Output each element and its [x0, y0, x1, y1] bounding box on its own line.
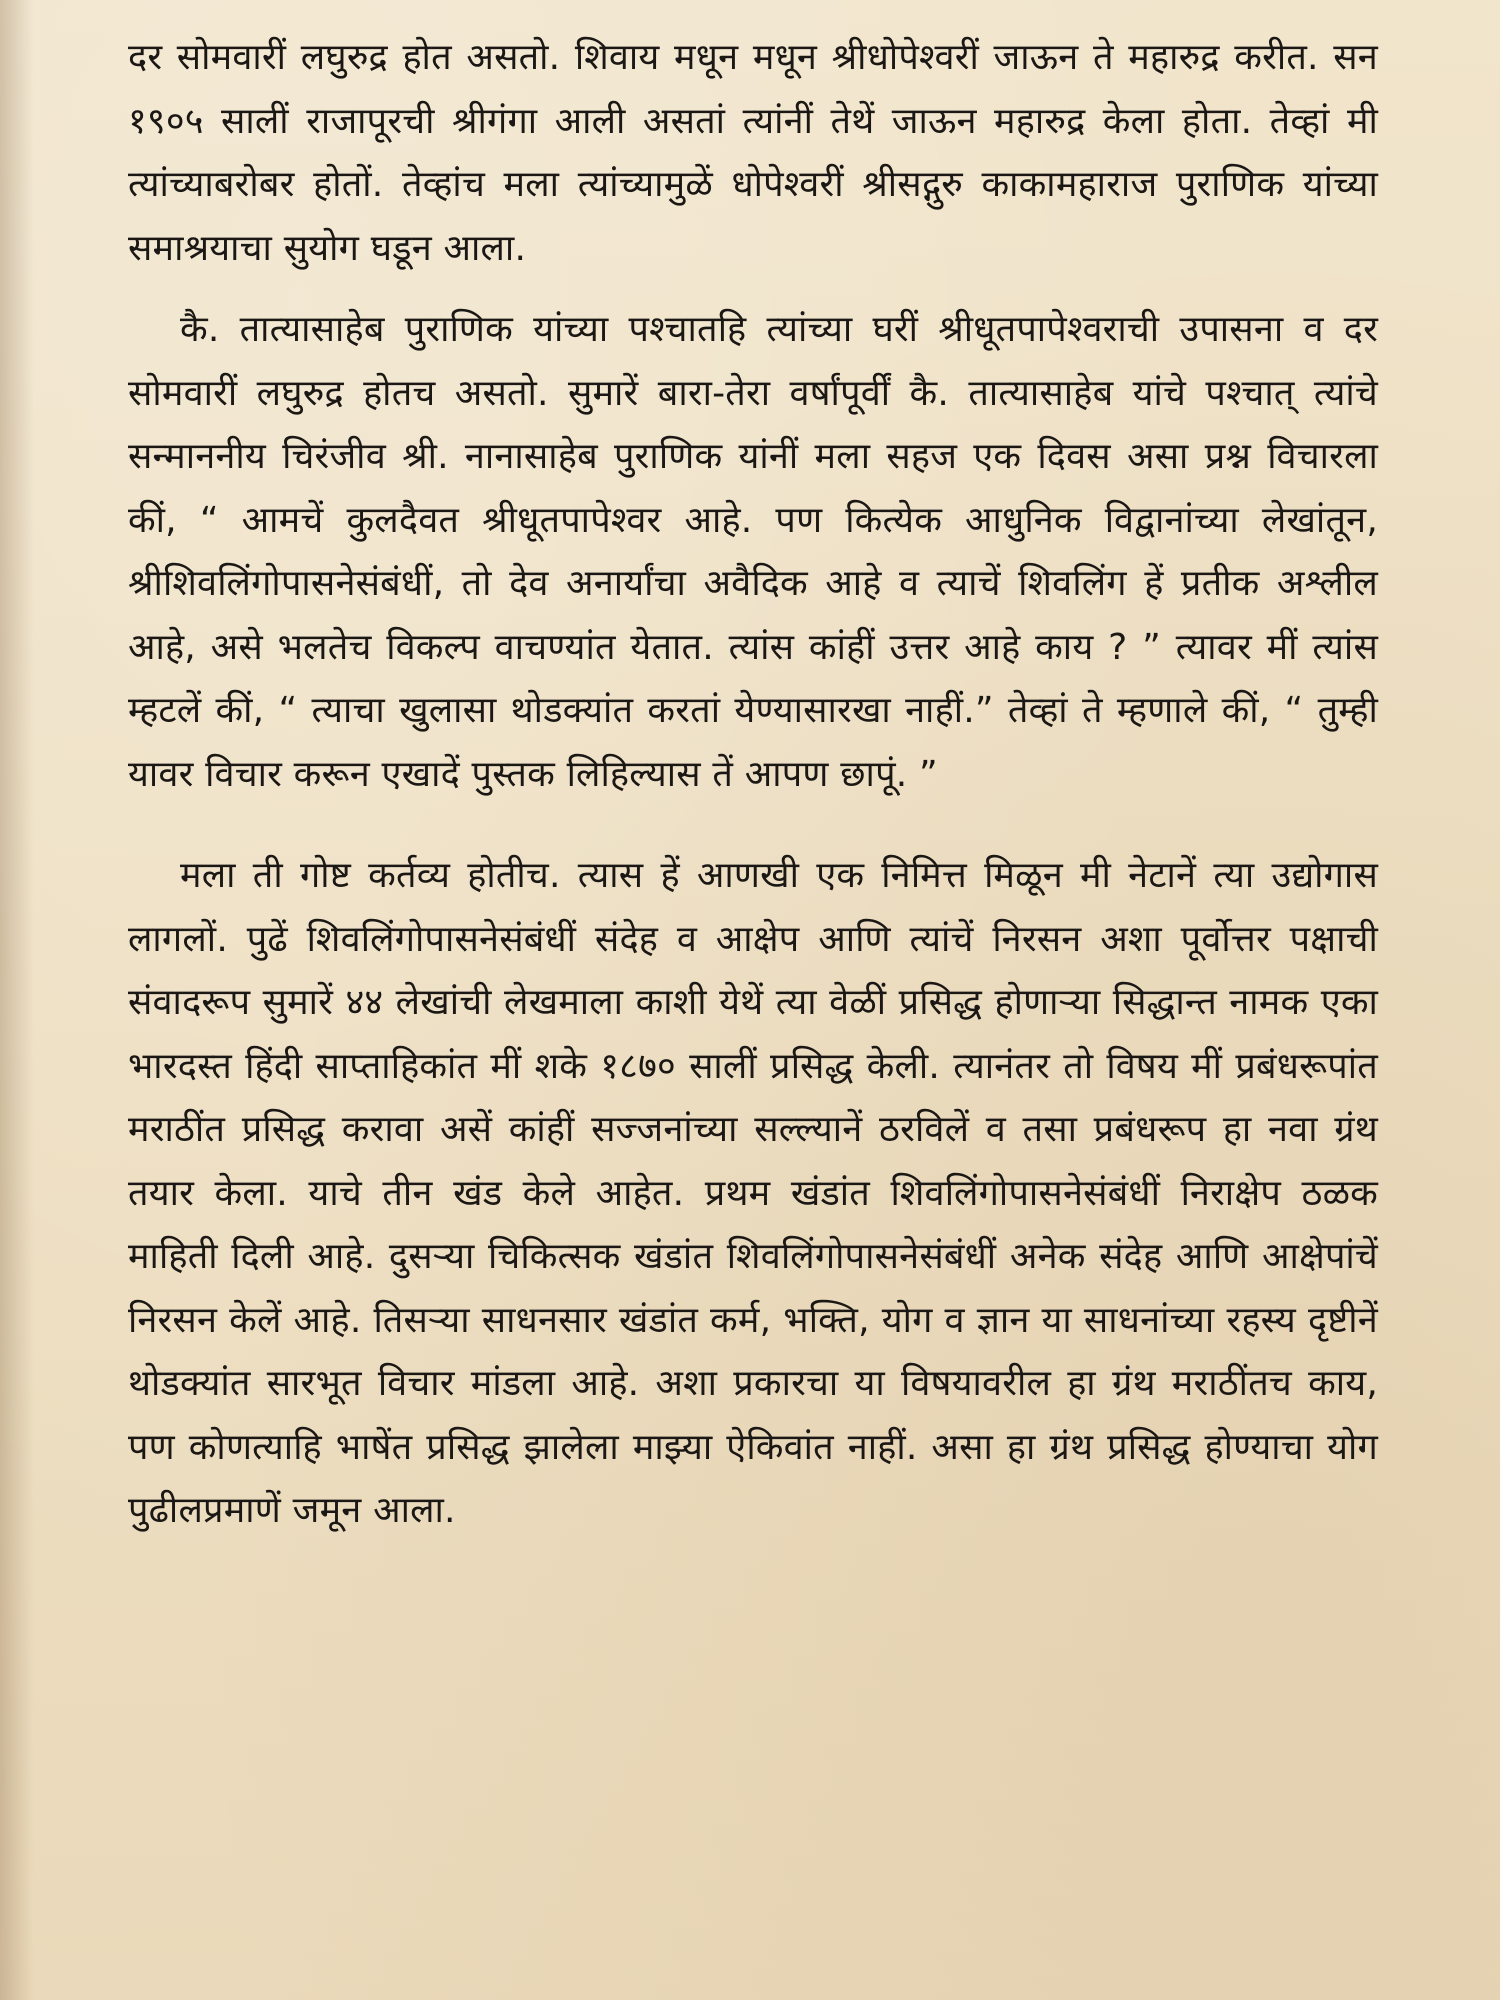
paragraph-gap — [128, 280, 1378, 298]
paragraph-2: कै. तात्यासाहेब पुराणिक यांच्या पश्चातहि त्यांच्या घरीं श्रीधूतपापेश्वराची उपासना व दर सोमवारीं लघुरुद्र होतच असतो. सुमारें बारा-तेरा वर्षांपूर्वीं कै. तात्यासाहेब यांचे पश्चात् त्यांचे सन्माननीय चिरंजीव श्री. नानासाहेब पुराणिक यांनीं मला सहज एक दिवस असा प्रश्न विचारला कीं, “ आमचें कुलदैवत श्रीधूतपापेश्वर आहे. पण कित्येक आधुनिक विद्वानांच्या लेखांतून, श्रीशिवलिंगोपासनेसंबंधीं, तो देव अनार्यांचा अवैदिक आहे व त्याचें शिवलिंग हें प्रतीक अश्लील आहे, असे भलतेच विकल्प वाचण्यांत येतात. त्यांस कांहीं उत्तर आहे काय ? ” त्यावर मीं त्यांस म्हटलें कीं, “ त्याचा खुलासा थोडक्यांत करतां येण्यासारखा नाहीं.” तेव्हां ते म्हणाले कीं, “ तुम्ही यावर विचार करून एखादें पुस्तक लिहिल्यास तें आपण छापूं. ” — [128, 309, 1378, 795]
paragraph-3: मला ती गोष्ट कर्तव्य होतीच. त्यास हें आणखी एक निमित्त मिळून मी नेटानें त्या उद्योगास लागलों. पुढें शिवलिंगोपासनेसंबंधीं संदेह व आक्षेप आणि त्यांचें निरसन अशा पूर्वोत्तर पक्षाची संवादरूप सुमारें ४४ लेखांची लेखमाला काशी येथें त्या वेळीं प्रसिद्ध होणाऱ्या सिद्धान्त नामक एका भारदस्त हिंदी साप्ताहिकांत मीं शके १८७० सालीं प्रसिद्ध केली. त्यानंतर तो विषय मीं प्रबंधरूपांत मराठींत प्रसिद्ध करावा असें कांहीं सज्जनांच्या सल्ल्यानें ठरविलें व तसा प्रबंधरूप हा नवा ग्रंथ तयार केला. याचे तीन खंड केले आहेत. प्रथम खंडांत शिवलिंगोपासनेसंबंधीं निराक्षेप ठळक माहिती दिली आहे. दुसऱ्या चिकित्सक खंडांत शिवलिंगोपासनेसंबंधीं अनेक संदेह आणि आक्षेपांचें निरसन केलें आहे. तिसऱ्या साधनसार खंडांत कर्म, भक्ति, योग व ज्ञान या साधनांच्या रहस्य दृष्टीनें थोडक्यांत सारभूत विचार मांडला आहे. अशा प्रकारचा या विषयावरील हा ग्रंथ मराठींतच काय, पण कोणत्याहि भाषेंत प्रसिद्ध झालेला माझ्या ऐकिवांत नाहीं. असा हा ग्रंथ प्रसिद्ध होण्याचा योग पुढीलप्रमाणें जमून आला. — [128, 855, 1378, 1531]
paragraph-1: दर सोमवारीं लघुरुद्र होत असतो. शिवाय मधून मधून श्रीधोपेश्वरीं जाऊन ते महारुद्र करीत. सन १९०५ सालीं राजापूरची श्रीगंगा आली असतां त्यांनीं तेथें जाऊन महारुद्र केला होता. तेव्हां मी त्यांच्याबरोबर होतों. तेव्हांच मला त्यांच्यामुळें धोपेश्वरीं श्रीसद्गुरु काकामहाराज पुराणिक यांच्या समाश्रयाचा सुयोग घडून आला. — [128, 37, 1378, 269]
paragraph-gap — [128, 806, 1378, 844]
page-edge-shadow — [0, 0, 34, 2000]
body-text — [128, 26, 1378, 1986]
